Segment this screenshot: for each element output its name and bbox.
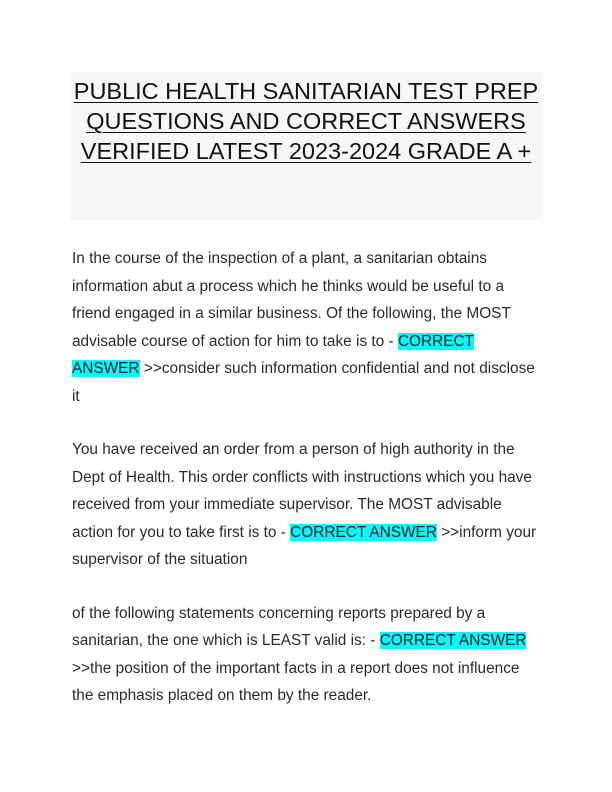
question-text: of the following statements concerning reports prepared by a sanitarian, the one which is LEAST valid is: - <box>72 604 486 649</box>
correct-answer-marker: CORRECT ANSWER <box>379 632 527 649</box>
qa-item-3 <box>72 600 542 710</box>
question-text: In the course of the inspection of a plant, a sanitarian obtains information abut a process which he thinks would be useful to a friend engaged in a similar business. Of the following, the MOST advisable course of action for him to take is to - <box>72 250 511 350</box>
correct-answer-marker: CORRECT ANSWER <box>72 332 475 377</box>
question-text: You have received an order from a person of high authority in the Dept of Health. This order conflicts with instructions which you have received from your immediate supervisor. The MOST advisable action for you to take first is to - <box>72 441 532 541</box>
correct-answer-marker: CORRECT ANSWER <box>290 523 437 541</box>
answer-text: >>the position of the important facts in a report does not influence the emphasis placed on them by the reader. <box>72 659 520 704</box>
qa-item-1 <box>72 245 542 410</box>
qa-item-2 <box>72 436 542 574</box>
answer-text: >>inform your supervisor of the situation <box>72 523 537 568</box>
document-title: PUBLIC HEALTH SANITARIAN TEST PREP QUESTIONS AND CORRECT ANSWERS VERIFIED LATEST 2023-2024 GRADE A + <box>73 78 539 164</box>
title-banner <box>70 72 542 220</box>
answer-text: >>consider such information confidential and not disclose it <box>72 360 535 405</box>
qa-list <box>72 245 542 736</box>
